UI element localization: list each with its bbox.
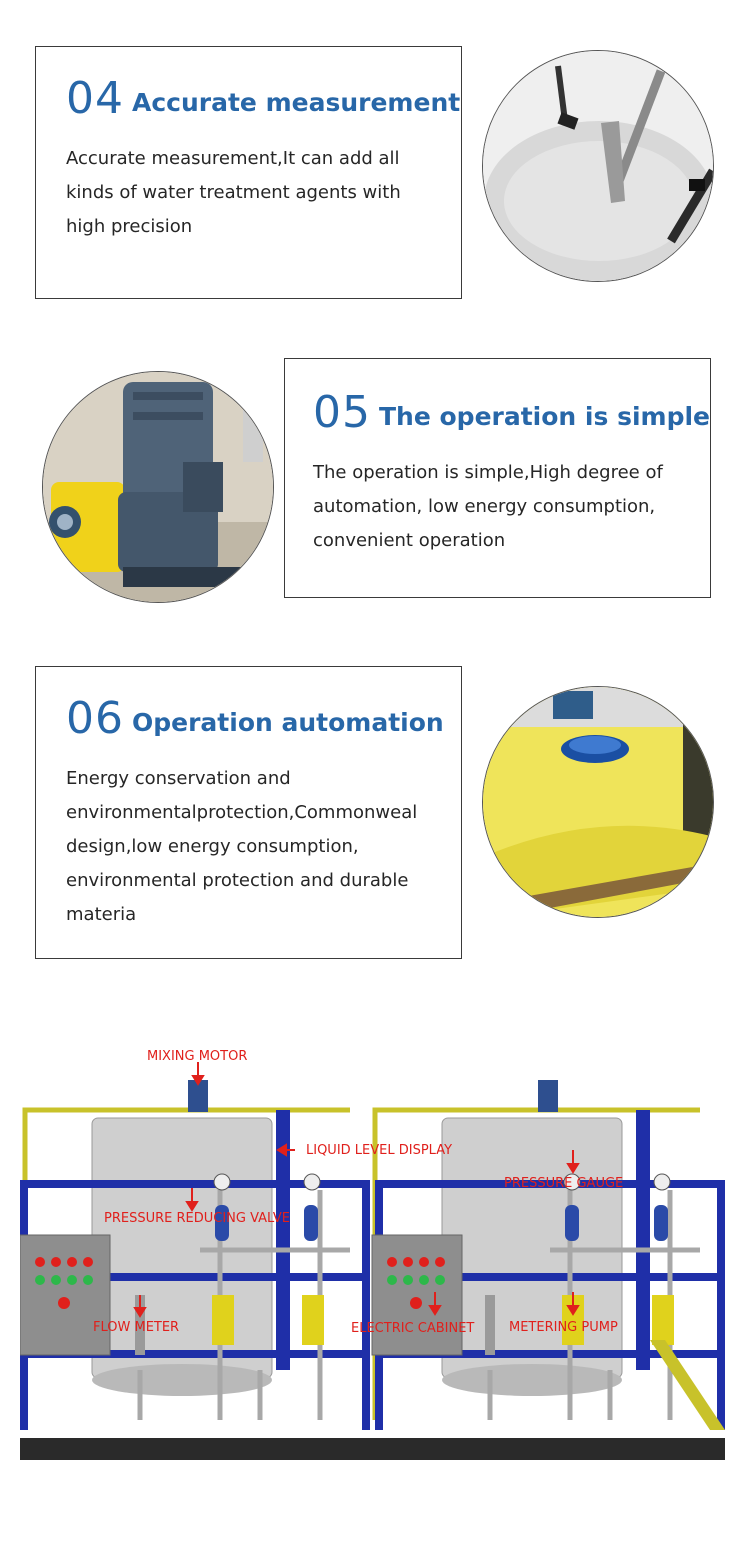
motor-and-metering-pump-photo — [42, 371, 274, 603]
label-pressure-gauge: PRESSURE GAUGE — [504, 1176, 624, 1191]
feature-card-06 — [35, 666, 462, 959]
feature-title: Operation automation — [132, 708, 444, 737]
feature-number: 04 — [66, 73, 124, 124]
feature-description: Energy conservation and environmentalprotection,Commonweal design,low energy consumption, environmental protection and durable materia — [66, 768, 418, 925]
label-metering-pump: METERING PUMP — [509, 1320, 618, 1335]
feature-heading — [66, 73, 461, 124]
feature-title: The operation is simple — [379, 402, 711, 431]
feature-description: The operation is simple,High degree of automation, low energy consumption, convenient operation — [313, 462, 663, 551]
feature-description: Accurate measurement,It can add all kinds of water treatment agents with high precision — [66, 148, 401, 237]
label-electric-cabinet: ELECTRIC CABINET — [351, 1321, 475, 1336]
dosing-system-diagram — [20, 1040, 730, 1470]
label-flow-meter: FLOW METER — [93, 1320, 180, 1335]
feature-card-05 — [284, 358, 711, 598]
mixing-tank-interior-photo — [482, 50, 714, 282]
label-liquid-level-display: LIQUID LEVEL DISPLAY — [306, 1143, 453, 1158]
yellow-chemical-tank-photo — [482, 686, 714, 918]
feature-number: 05 — [313, 387, 371, 438]
feature-title: Accurate measurement — [132, 88, 461, 117]
feature-card-04 — [35, 46, 462, 299]
label-mixing-motor: MIXING MOTOR — [147, 1049, 248, 1064]
feature-number: 06 — [66, 693, 124, 744]
label-pressure-reducing-valve: PRESSURE REDUCING VALVE — [104, 1211, 290, 1226]
feature-heading — [313, 387, 711, 438]
feature-heading — [66, 693, 444, 744]
